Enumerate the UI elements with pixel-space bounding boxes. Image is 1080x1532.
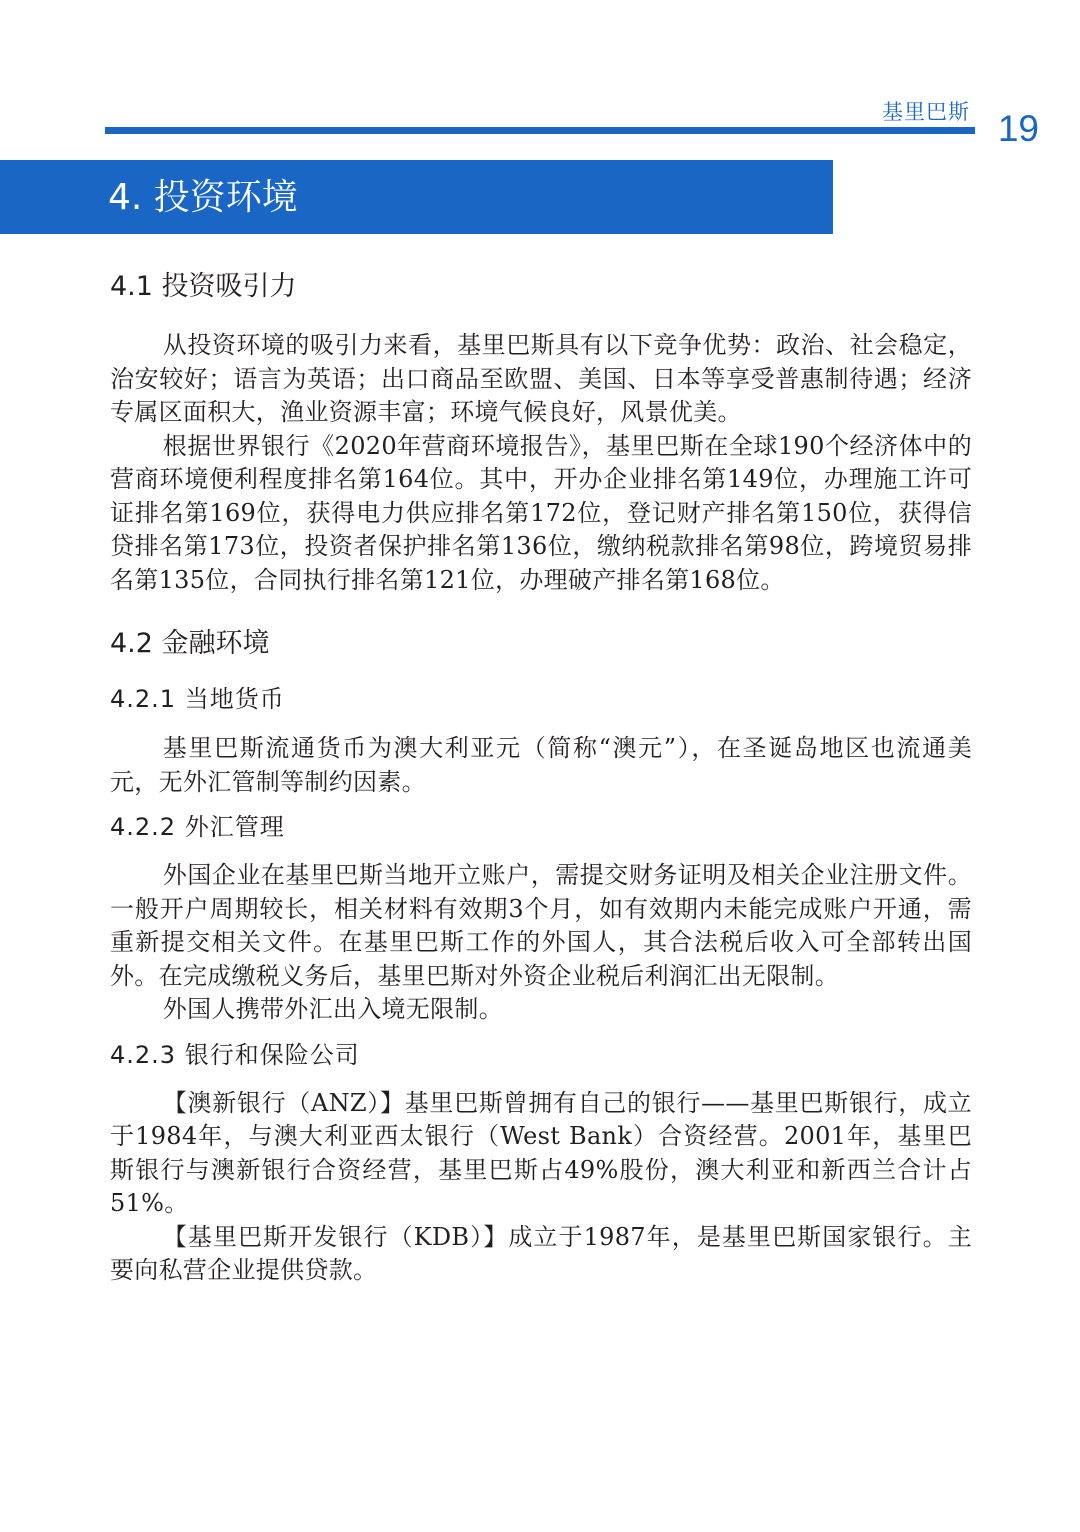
paragraph: 基里巴斯流通货币为澳大利亚元（简称“澳元”），在圣诞岛地区也流通美元，无外汇管制等制约因素。 bbox=[110, 734, 972, 796]
paragraph: 【澳新银行（ANZ）】基里巴斯曾拥有自己的银行——基里巴斯银行，成立于1984年，与澳大利亚西太银行（West Bank）合资经营。2001年，基里巴斯银行与澳新银行合资经营，基里巴斯占49%股份，澳大利亚和新西兰合计占51%。 bbox=[110, 1088, 972, 1217]
section-body-4-1 bbox=[110, 329, 972, 597]
subsection-heading-4-2-3: 4.2.3 银行和保险公司 bbox=[110, 1040, 360, 1069]
subsection-heading-4-2-2: 4.2.2 外汇管理 bbox=[110, 813, 285, 841]
subsection-body-4-2-1 bbox=[110, 732, 972, 799]
section-heading-4-2: 4.2 金融环境 bbox=[110, 628, 270, 659]
subsection-body-4-2-3 bbox=[110, 1087, 972, 1288]
paragraph: 【基里巴斯开发银行（KDB）】成立于1987年，是基里巴斯国家银行。主要向私营企业提供贷款。 bbox=[110, 1222, 972, 1284]
paragraph: 外国人携带外汇出入境无限制。 bbox=[162, 995, 503, 1023]
section-heading-4-1: 4.1 投资吸引力 bbox=[110, 271, 297, 302]
chapter-banner bbox=[0, 160, 833, 234]
header-rule bbox=[105, 127, 975, 134]
paragraph: 根据世界银行《2020年营商环境报告》，基里巴斯在全球190个经济体中的营商环境便利程度排名第164位。其中，开办企业排名第149位，办理施工许可证排名第169位，获得电力供应排名第172位，登记财产排名第150位，获得信贷排名第173位，投资者保护排名第136位，缴纳税款排名第98位，跨境贸易排名第135位，合同执行排名第121位，办理破产排名第168位。 bbox=[110, 431, 972, 594]
subsection-body-4-2-2 bbox=[110, 859, 972, 1027]
paragraph: 从投资环境的吸引力来看，基里巴斯具有以下竞争优势：政治、社会稳定，治安较好；语言为英语；出口商品至欧盟、美国、日本等享受普惠制待遇；经济专属区面积大，渔业资源丰富；环境气候良好，风景优美。 bbox=[110, 331, 972, 426]
subsection-heading-4-2-1: 4.2.1 当地货币 bbox=[110, 685, 285, 713]
running-header-country: 基里巴斯 bbox=[882, 100, 970, 124]
chapter-title: 4. 投资环境 bbox=[108, 177, 298, 218]
paragraph: 外国企业在基里巴斯当地开立账户，需提交财务证明及相关企业注册文件。一般开户周期较长，相关材料有效期3个月，如有效期内未能完成账户开通，需重新提交相关文件。在基里巴斯工作的外国人，其合法税后收入可全部转出国外。在完成缴税义务后，基里巴斯对外资企业税后利润汇出无限制。 bbox=[110, 861, 972, 990]
page-number: 19 bbox=[997, 108, 1039, 149]
page-content bbox=[110, 262, 972, 1288]
